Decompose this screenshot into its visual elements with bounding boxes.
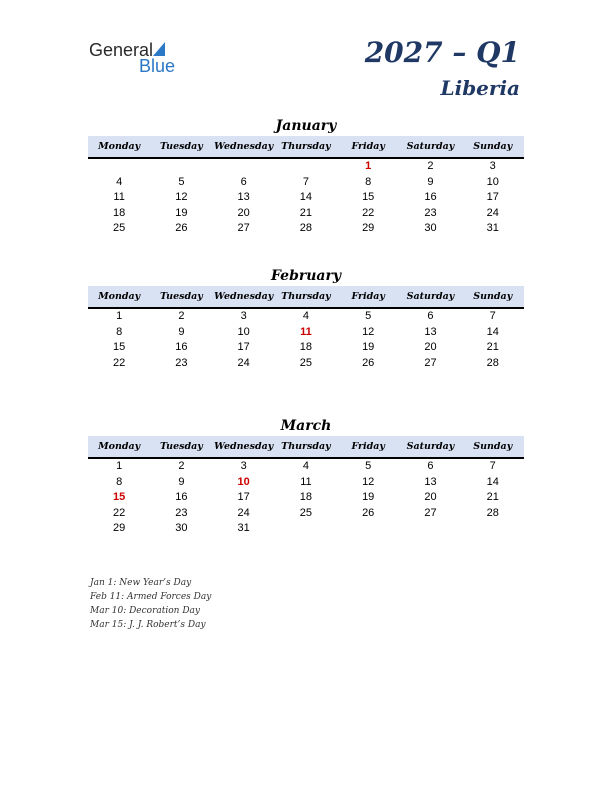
calendar-day [213, 159, 275, 175]
week-row [88, 190, 524, 206]
calendar-day: 29 [362, 222, 375, 234]
calendar-day: 27 [424, 356, 437, 369]
calendar-day: 7 [489, 310, 496, 322]
holiday-note: Mar 10: Decoration Day [90, 606, 200, 616]
calendar-day: 22 [362, 206, 375, 219]
calendar-day: 12 [362, 475, 375, 488]
calendar-day: 27 [237, 222, 250, 234]
calendar-day: 26 [362, 506, 375, 519]
calendar-day: 25 [299, 506, 313, 519]
calendar-day: 28 [299, 222, 313, 234]
weekday-header: Monday [98, 441, 141, 452]
weekday-header: Saturday [406, 441, 455, 452]
calendar-day: 18 [299, 341, 313, 353]
calendar-day: 8 [116, 475, 123, 488]
weekday-header: Friday [351, 141, 385, 152]
holiday-date: 11 [300, 325, 312, 338]
page-title: 2027 – Q1 [364, 36, 520, 69]
calendar-day: 17 [237, 491, 250, 503]
logo-blue-text: Blue [139, 56, 176, 76]
calendar-day [275, 521, 337, 537]
holiday-note: Mar 15: J. J. Robert’s Day [90, 620, 206, 630]
calendar-day: 4 [116, 175, 123, 188]
weekday-header: Sunday [473, 141, 513, 152]
weekday-header: Thursday [281, 141, 331, 152]
weekday-header: Saturday [406, 141, 455, 152]
calendar-day: 4 [302, 310, 309, 322]
calendar-day [275, 159, 337, 175]
calendar-day: 2 [427, 160, 434, 172]
calendar-day: 24 [486, 206, 499, 219]
calendar-day [399, 521, 461, 537]
calendar-day: 21 [299, 206, 313, 219]
weekday-header-row [88, 436, 524, 459]
logo [89, 40, 189, 76]
week-row [88, 490, 524, 506]
calendar-day: 19 [175, 206, 188, 219]
calendar-day: 9 [178, 475, 185, 488]
calendar-day: 8 [365, 175, 372, 188]
calendar-day: 20 [237, 206, 250, 219]
calendar-day: 25 [113, 222, 126, 234]
calendar-day: 15 [362, 191, 375, 203]
calendar-day [337, 521, 399, 537]
month-february [88, 266, 524, 371]
calendar-day: 2 [178, 310, 185, 322]
calendar-day: 5 [365, 310, 372, 322]
week-row [88, 506, 524, 522]
weekday-header: Tuesday [159, 441, 203, 452]
holiday-notes [90, 576, 211, 632]
calendar-day: 11 [300, 475, 312, 488]
calendar-day: 16 [175, 491, 188, 503]
calendar-day: 1 [116, 310, 123, 322]
week-row [88, 221, 524, 237]
calendar-day [88, 159, 150, 175]
calendar-day: 16 [424, 191, 437, 203]
calendar-day: 19 [362, 491, 375, 503]
month-january [88, 116, 524, 237]
calendar-day: 9 [178, 325, 185, 338]
calendar-day: 20 [424, 491, 437, 503]
logo-triangle-icon [153, 42, 165, 56]
calendar-day: 3 [240, 310, 247, 322]
calendar-day: 13 [424, 475, 437, 488]
calendar-day: 12 [175, 191, 188, 203]
calendar-day: 21 [486, 491, 499, 503]
calendar-day: 15 [113, 341, 126, 353]
calendar-day: 10 [486, 175, 499, 188]
calendar-day: 23 [175, 506, 188, 519]
holiday-note: Jan 1: New Year’s Day [90, 578, 192, 588]
calendar-day: 22 [113, 356, 126, 369]
week-row [88, 206, 524, 222]
calendar-day: 1 [116, 460, 123, 472]
calendar-day: 31 [237, 522, 250, 534]
calendar-day: 17 [237, 341, 250, 353]
calendar-day: 21 [486, 341, 499, 353]
calendar-day: 19 [362, 341, 375, 353]
calendar-day: 3 [240, 460, 247, 472]
week-row [88, 325, 524, 341]
calendar-day: 24 [237, 356, 250, 369]
calendar-day: 29 [113, 522, 126, 534]
weekday-header: Wednesday [214, 291, 274, 302]
calendar-day: 4 [302, 460, 309, 472]
weekday-header: Sunday [473, 441, 513, 452]
calendar-day: 13 [237, 191, 250, 203]
week-row [88, 459, 524, 475]
calendar-day: 24 [237, 506, 250, 519]
weekday-header-row [88, 136, 524, 159]
weekday-header: Thursday [281, 291, 331, 302]
week-row [88, 356, 524, 372]
calendar-day [150, 159, 212, 175]
calendar-day: 14 [486, 475, 499, 488]
calendar-day: 11 [113, 191, 125, 203]
calendar-day: 5 [365, 460, 372, 472]
week-row [88, 175, 524, 191]
calendar-day: 9 [427, 175, 434, 188]
weekday-header: Sunday [473, 291, 513, 302]
calendar-day: 10 [237, 325, 250, 338]
calendar-day: 14 [486, 325, 499, 338]
calendar-day [462, 521, 524, 537]
weekday-header: Thursday [281, 441, 331, 452]
calendar-day: 5 [178, 175, 185, 188]
calendar-day: 18 [113, 206, 126, 219]
calendar-day: 28 [486, 356, 499, 369]
calendar-day: 30 [424, 222, 437, 234]
holiday-date: 10 [237, 475, 250, 488]
calendar-day: 6 [240, 175, 247, 188]
week-row [88, 475, 524, 491]
calendar-day: 23 [175, 356, 188, 369]
calendar-day: 22 [113, 506, 126, 519]
weekday-header: Monday [98, 291, 141, 302]
holiday-note: Feb 11: Armed Forces Day [90, 592, 212, 602]
calendar-day: 2 [178, 460, 185, 472]
weekday-header-row [88, 286, 524, 309]
calendar-day: 30 [175, 522, 188, 534]
calendar-day: 31 [486, 222, 499, 234]
calendar-day: 26 [362, 356, 375, 369]
weekday-header: Tuesday [159, 291, 203, 302]
calendar-day: 18 [299, 491, 313, 503]
logo-general-text: General [89, 40, 154, 60]
calendar-day: 12 [362, 325, 375, 338]
month-march [88, 416, 524, 537]
weekday-header: Monday [98, 141, 141, 152]
weekday-header: Wednesday [214, 141, 274, 152]
calendar-day: 17 [486, 191, 499, 203]
weekday-header: Friday [351, 441, 385, 452]
holiday-date: 1 [365, 160, 372, 172]
month-name: February [270, 268, 341, 284]
calendar-day: 16 [175, 341, 188, 353]
calendar-day: 7 [302, 175, 309, 188]
weekday-header: Tuesday [159, 141, 203, 152]
calendar-day: 8 [116, 325, 123, 338]
calendar-day: 6 [427, 310, 434, 322]
weekday-header: Saturday [406, 291, 455, 302]
weekday-header: Friday [351, 291, 385, 302]
page-subtitle: Liberia [440, 76, 520, 100]
calendar-day: 13 [424, 325, 437, 338]
calendar-day: 14 [299, 191, 313, 203]
holiday-date: 15 [113, 491, 126, 503]
week-row [88, 521, 524, 537]
weekday-header: Wednesday [214, 441, 274, 452]
calendar-day: 27 [424, 506, 437, 519]
calendar-day: 7 [489, 460, 496, 472]
calendar-day: 25 [299, 356, 313, 369]
calendar-day: 6 [427, 460, 434, 472]
week-row [88, 159, 524, 175]
calendar-day: 3 [489, 160, 496, 172]
month-name: January [275, 118, 337, 134]
month-name: March [280, 418, 332, 434]
week-row [88, 340, 524, 356]
calendar-day: 26 [175, 222, 188, 234]
week-row [88, 309, 524, 325]
calendar-day: 23 [424, 206, 437, 219]
calendar-day: 28 [486, 506, 499, 519]
calendar-day: 20 [424, 341, 437, 353]
